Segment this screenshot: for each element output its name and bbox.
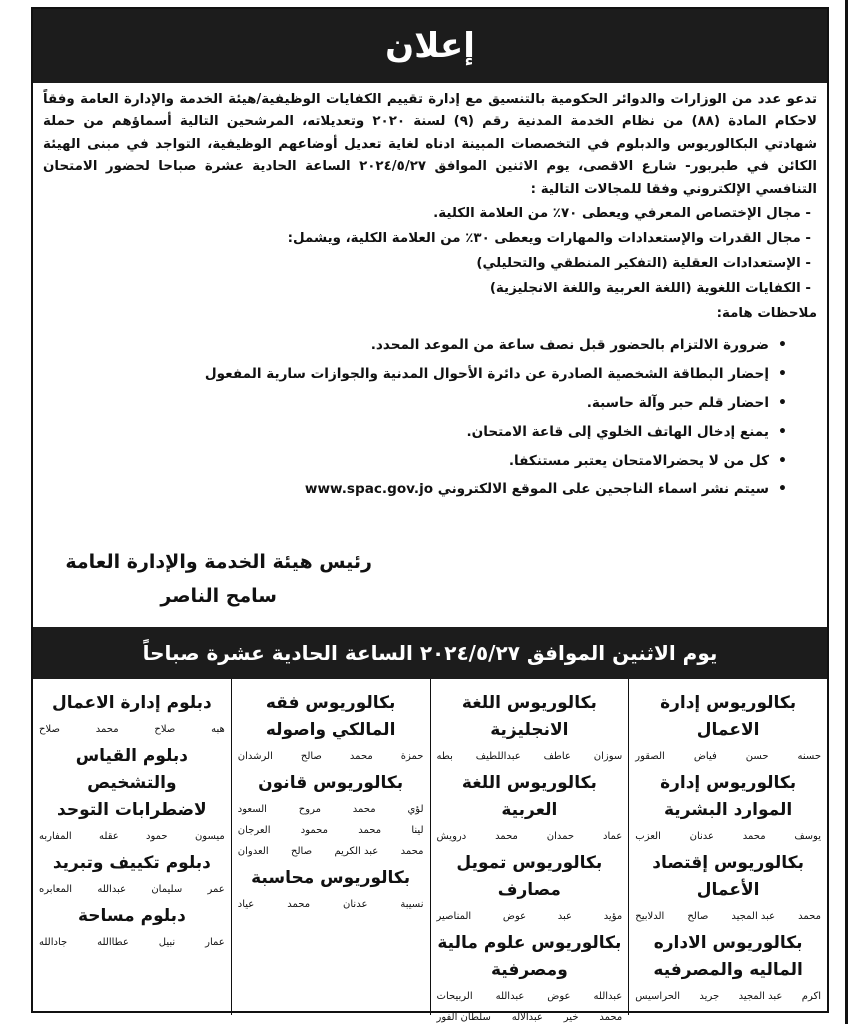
candidate-name-part: محمد (400, 846, 424, 857)
degree-heading: بكالوريوس فقه المالكي واصوله (265, 693, 396, 740)
candidate-name (635, 829, 821, 845)
announcement-header (33, 9, 827, 83)
candidate-name (238, 823, 424, 839)
candidate-name (238, 844, 424, 860)
notes-heading: ملاحظات هامة: (716, 306, 817, 322)
degree-heading: دبلوم تكييف وتبريد (52, 853, 211, 873)
candidate-name-part: عبد المجيد (731, 911, 776, 922)
candidate-name-part: محمد (352, 804, 376, 815)
signature-title: رئيس هيئة الخدمة والإدارة العامة (65, 551, 372, 573)
candidate-name-part: صالح (291, 846, 313, 857)
candidate-name-part: حسنه (797, 751, 821, 762)
candidate-name-part: عبداللطيف (475, 751, 521, 762)
candidate-name-part: العرجان (237, 825, 271, 836)
candidate-name-part: محمد (358, 825, 382, 836)
candidate-name-part: المعابره (39, 884, 73, 895)
candidate-name (39, 722, 225, 738)
candidate-name-part: اكرم (801, 991, 821, 1002)
candidate-name-part: حمدان (546, 831, 575, 842)
candidate-name-part: فياض (693, 751, 717, 762)
candidate-name (238, 897, 424, 913)
candidate-name (635, 749, 821, 765)
candidate-name-part: عمار (205, 937, 225, 948)
candidate-name (635, 989, 821, 1005)
candidate-name-part: عمر (207, 884, 225, 895)
candidate-name-part: مؤيد (603, 911, 623, 922)
candidate-name-part: صلاح (154, 724, 176, 735)
candidate-name (39, 829, 225, 845)
note-item: • احضار قلم حبر وآلة حاسبة. (43, 389, 787, 418)
announcement-title: إعلان (385, 26, 475, 66)
degree-heading: بكالوريوس الاداره الماليه والمصرفيه (653, 933, 803, 980)
degree-heading: دبلوم إدارة الاعمال (51, 693, 212, 713)
degree-heading: بكالوريوس علوم مالية ومصرفية (437, 933, 622, 980)
exam-field-item: - مجال الإختصاص المعرفي ويعطى ٧٠٪ من العلامة الكلية. (43, 201, 811, 226)
candidate-name (39, 935, 225, 951)
candidates-column (33, 679, 231, 1015)
candidate-name-part: درويش (436, 831, 467, 842)
candidate-name-part: المفاربه (39, 831, 72, 842)
candidate-name (39, 882, 225, 898)
exam-fields-list (43, 201, 817, 301)
candidate-name-part: الربيحات (436, 991, 473, 1002)
candidate-name-part: السعود (237, 804, 267, 815)
candidate-name-part: بطه (436, 751, 453, 762)
candidate-name-part: جريد (699, 991, 720, 1002)
candidates-column (628, 679, 827, 1015)
candidate-name-part: نسيبة (400, 899, 424, 910)
candidate-name-part: عبدالله (593, 991, 623, 1002)
candidate-name-part: عدنان (689, 831, 714, 842)
candidate-name-part: عبد (557, 911, 573, 922)
candidate-name-part: هبه (211, 724, 225, 735)
note-item: • ضرورة الالتزام بالحضور قبل نصف ساعة من الموعد المحدد. (43, 331, 787, 360)
candidate-name-part: سلطان الفور (436, 1012, 491, 1023)
candidate-name-part: صالح (300, 751, 322, 762)
candidate-name-part: الحراسيس (635, 991, 680, 1002)
candidate-name-part: لؤي (407, 804, 424, 815)
candidate-name (437, 1010, 623, 1026)
candidate-name-part: محمد (599, 1012, 623, 1023)
signature-name: سامح الناصر (160, 585, 277, 607)
note-item: • إحضار البطاقة الشخصية الصادرة عن دائرة الأحوال المدنية والجوازات سارية المفعول (43, 360, 787, 389)
candidate-name-part: حسن (745, 751, 769, 762)
degree-heading: بكالوريوس قانون (258, 773, 404, 793)
exam-date-banner (33, 627, 827, 679)
candidate-name-part: لينا (411, 825, 424, 836)
announcement-intro: تدعو عدد من الوزارات والدوائر الحكومية بالتنسيق مع إدارة تقييم الكفايات الوظيفية/هيئة الخدمة والإدارة العامة وفقاً لاحكام المادة (٨٨) من نظام الخدمة المدنية رقم (٩) لسنة ٢٠٢٠ وتعديلاته، المرشحين التالية أسماؤهم من حملة شهادتي البكالوريوس والدبلوم في التخصصات المبينة ادناه لغاية تعديل أوضاعهم الوظيفية، التواجد في مبنى الهيئة الكائن في طبربور- شارع الاقصى، يوم الاثنين الموافق ٢٠٢٤/٥/٢٧ الساعة الحادية عشرة صباحا لحضور الامتحان التنافسي الإلكتروني وفقا للمجالات التالية : (43, 92, 817, 197)
candidate-name-part: عبد المجيد (738, 991, 783, 1002)
degree-heading: بكالوريوس إدارة الاعمال (660, 693, 797, 740)
candidate-name-part: سوزان (593, 751, 623, 762)
candidate-name-part: الصقور (635, 751, 665, 762)
announcement-body (43, 89, 817, 504)
candidate-name (437, 989, 623, 1005)
candidate-name (437, 749, 623, 765)
exam-date-text: يوم الاثنين الموافق ٢٠٢٤/٥/٢٧ الساعة الحادية عشرة صباحاً (142, 641, 718, 665)
candidate-name (238, 749, 424, 765)
page-edge-rule (845, 0, 848, 1024)
candidate-name-part: صالح (687, 911, 709, 922)
degree-heading: دبلوم القياس والتشخيص لاضطرابات التوحد (57, 746, 207, 820)
note-item: • سيتم نشر اسماء الناجحين على الموقع الالكتروني www.spac.gov.jo (43, 475, 787, 504)
note-item: • كل من لا يحضرالامتحان يعتبر مستنكفا. (43, 447, 787, 476)
candidate-name-part: عوض (547, 991, 571, 1002)
candidate-name-part: محمود (300, 825, 328, 836)
exam-field-item: - الإستعدادات العقلية (التفكير المنطقي والتحليلي) (43, 251, 811, 276)
candidate-name-part: محمد (287, 899, 311, 910)
degree-heading: بكالوريوس إقتصاد الأعمال (652, 853, 804, 900)
candidate-name-part: محمد (742, 831, 766, 842)
candidate-name-part: يوسف (794, 831, 821, 842)
candidate-name-part: عطاالله (97, 937, 129, 948)
candidate-name (437, 909, 623, 925)
candidate-name-part: نبيل (158, 937, 176, 948)
signature-block (65, 545, 372, 613)
degree-heading: بكالوريوس اللغة الانجليزية (461, 693, 597, 740)
candidate-name-part: العدوان (237, 846, 269, 857)
candidate-name-part: محمد (798, 911, 821, 922)
candidate-name-part: عوض (502, 911, 527, 922)
degree-heading: دبلوم مساحة (77, 906, 186, 926)
degree-heading: بكالوريوس تمويل مصارف (456, 853, 603, 900)
exam-field-item: - الكفايات اللغوية (اللغة العربية واللغة الانجليزية) (43, 276, 811, 301)
candidate-name-part: عدنان (343, 899, 368, 910)
candidate-name-part: ميسون (194, 831, 225, 842)
candidate-name-part: محمد (495, 831, 518, 842)
candidate-name-part: جادالله (39, 937, 68, 948)
candidates-column (231, 679, 430, 1015)
candidate-name-part: حمود (146, 831, 168, 842)
candidate-name-part: مروح (298, 804, 321, 815)
candidate-name-part: سليمان (151, 884, 183, 895)
candidate-name-part: عبد الكريم (334, 846, 379, 857)
candidate-name-part: عياد (237, 899, 255, 910)
candidate-name (238, 802, 424, 818)
announcement-frame (31, 7, 829, 1023)
candidate-name-part: عماد (603, 831, 623, 842)
notes-list (43, 331, 817, 504)
candidate-name-part: المناصير (436, 911, 472, 922)
candidates-column (430, 679, 629, 1023)
candidate-name-part: العزب (635, 831, 661, 842)
note-item: • يمنع إدخال الهاتف الخلوي إلى قاعة الامتحان. (43, 418, 787, 447)
candidate-name-part: عبدالله (97, 884, 127, 895)
candidate-name-part: حمزة (400, 751, 424, 762)
candidate-name-part: عاطف (543, 751, 571, 762)
candidate-name-part: عقله (99, 831, 119, 842)
candidate-name-part: صلاح (39, 724, 60, 735)
candidate-name-part: الدلابيح (635, 911, 665, 922)
candidate-name-part: الرشدان (237, 751, 273, 762)
candidate-name-part: عبدالله (495, 991, 525, 1002)
degree-heading: بكالوريوس اللغة العربية (461, 773, 597, 820)
candidate-name (437, 829, 623, 845)
candidate-name (635, 909, 821, 925)
candidate-name-part: عبدالاله (511, 1012, 543, 1023)
degree-heading: بكالوريوس محاسبة (251, 868, 411, 888)
candidate-name-part: محمد (95, 724, 119, 735)
candidate-name-part: محمد (349, 751, 373, 762)
candidates-columns (33, 679, 827, 1023)
degree-heading: بكالوريوس إدارة الموارد البشرية (660, 773, 797, 820)
candidate-name-part: خير (563, 1012, 579, 1023)
exam-field-item: - مجال القدرات والإستعدادات والمهارات ويعطى ٣٠٪ من العلامة الكلية، ويشمل: (43, 226, 811, 251)
